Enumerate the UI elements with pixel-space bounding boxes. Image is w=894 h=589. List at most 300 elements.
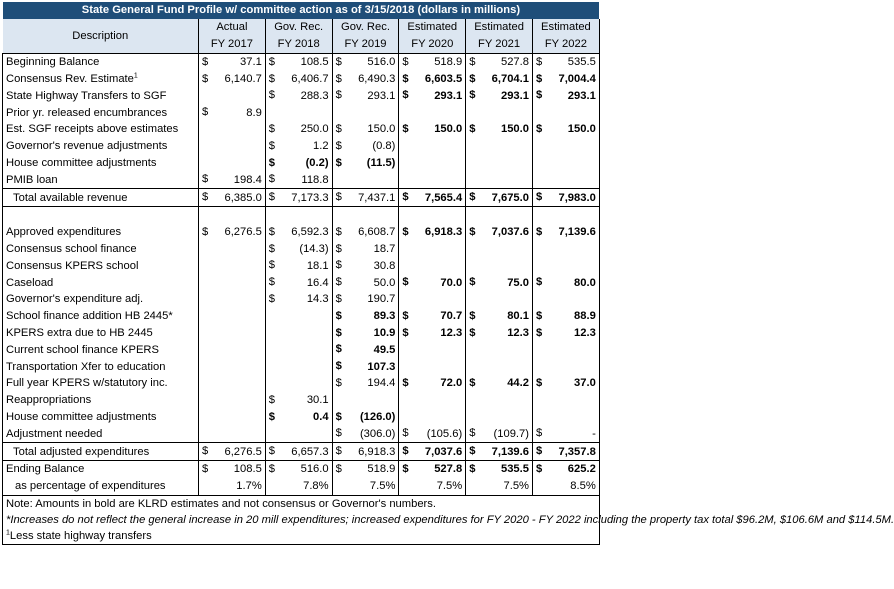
currency-symbol: $ <box>268 55 276 68</box>
cell-value: 37.1 <box>240 56 262 69</box>
cell-value: 535.5 <box>500 463 529 476</box>
table-row <box>3 104 600 121</box>
currency-symbol: $ <box>202 55 209 68</box>
cell-value: 118.8 <box>301 173 329 186</box>
row-label-text: Consensus KPERS school <box>6 259 139 272</box>
cell-value: 6,406.7 <box>291 72 329 85</box>
row-label <box>3 171 199 188</box>
table-cell <box>399 71 466 88</box>
table-cell <box>332 224 399 241</box>
cell-value: 150.0 <box>500 123 529 136</box>
table-cell <box>265 425 332 442</box>
table-cell <box>399 224 466 241</box>
currency-symbol: $ <box>469 462 476 475</box>
table-cell <box>265 104 332 121</box>
row-label-text: Approved expenditures <box>6 226 122 239</box>
currency-symbol: $ <box>535 376 543 389</box>
row-label-text: Prior yr. released encumbrances <box>6 106 168 119</box>
table-cell <box>399 274 466 291</box>
table-row <box>3 341 600 358</box>
cell-value: 288.3 <box>300 89 329 102</box>
currency-symbol: $ <box>335 445 342 458</box>
cell-value: 88.9 <box>574 310 596 323</box>
table-cell <box>399 104 466 121</box>
table-cell <box>399 425 466 442</box>
table-cell <box>265 53 332 70</box>
cell-value: (109.7) <box>493 427 529 440</box>
cell-value: 75.0 <box>507 276 529 289</box>
cell-value: 6,140.7 <box>224 72 262 85</box>
currency-symbol: $ <box>268 462 276 475</box>
currency-symbol: $ <box>469 225 476 238</box>
table-cell <box>532 155 599 172</box>
table-cell <box>466 358 533 375</box>
table-row <box>3 171 600 188</box>
cell-value: (306.0) <box>359 427 396 440</box>
table-cell <box>332 53 399 70</box>
row-label <box>3 138 199 155</box>
table-row <box>3 138 600 155</box>
table-cell <box>399 241 466 258</box>
row-label-text: Total adjusted expenditures <box>13 445 150 458</box>
row-label-text: Governor's revenue adjustments <box>6 140 168 153</box>
cell-value: 6,704.1 <box>491 72 529 85</box>
cell-value: 44.2 <box>507 377 529 390</box>
table-cell <box>332 189 399 207</box>
currency-symbol: $ <box>469 55 476 68</box>
table-row <box>3 425 600 442</box>
cell-value: 6,592.3 <box>291 226 329 239</box>
table-cell <box>199 71 266 88</box>
cell-value: 1.7% <box>236 480 262 493</box>
table-cell <box>532 241 599 258</box>
row-label <box>3 409 199 426</box>
table-cell <box>399 53 466 70</box>
table-cell <box>265 291 332 308</box>
table-row <box>3 308 600 325</box>
table-cell <box>399 121 466 138</box>
table-cell <box>532 291 599 308</box>
currency-symbol: $ <box>469 122 476 135</box>
table-cell <box>332 206 399 223</box>
currency-symbol: $ <box>402 376 409 389</box>
table-cell <box>532 224 599 241</box>
cell-value: 6,276.5 <box>224 445 262 458</box>
currency-symbol: $ <box>268 225 276 238</box>
table-cell <box>199 121 266 138</box>
table-cell <box>265 478 332 495</box>
currency-symbol: $ <box>268 139 276 152</box>
table-cell <box>265 121 332 138</box>
table-cell <box>199 291 266 308</box>
cell-value: (11.5) <box>366 156 396 169</box>
cell-value: 194.4 <box>367 377 396 390</box>
table-row <box>3 189 600 207</box>
row-label <box>3 206 199 223</box>
table-row <box>3 291 600 308</box>
cell-value: 535.5 <box>567 56 596 69</box>
cell-value: 80.1 <box>507 310 529 323</box>
table-cell <box>265 409 332 426</box>
cell-value: 7,173.3 <box>291 191 329 204</box>
table-cell <box>466 375 533 392</box>
table-cell <box>466 274 533 291</box>
cell-value: 1.2 <box>313 140 329 153</box>
table-row <box>3 224 600 241</box>
table-row <box>3 71 600 88</box>
table-cell <box>199 241 266 258</box>
notes-row <box>3 495 600 544</box>
table-cell <box>265 325 332 342</box>
currency-symbol: $ <box>469 89 476 102</box>
row-label <box>3 53 199 70</box>
currency-symbol: $ <box>535 191 543 204</box>
table-cell <box>265 155 332 172</box>
currency-symbol: $ <box>268 410 276 423</box>
row-label-text: Consensus school finance <box>6 242 137 255</box>
table-cell <box>399 87 466 104</box>
row-label <box>3 257 199 274</box>
currency-symbol: $ <box>402 276 409 289</box>
currency-symbol: $ <box>402 225 409 238</box>
currency-symbol: $ <box>402 462 409 475</box>
cell-value: 14.3 <box>306 293 329 306</box>
table-cell <box>399 155 466 172</box>
currency-symbol: $ <box>535 309 543 322</box>
currency-symbol: $ <box>202 225 209 238</box>
row-label <box>3 308 199 325</box>
cell-value: 0.4 <box>313 410 329 423</box>
currency-symbol: $ <box>202 445 209 458</box>
currency-symbol: $ <box>202 72 209 85</box>
currency-symbol: $ <box>469 445 476 458</box>
row-label-text: Beginning Balance <box>6 56 100 69</box>
currency-symbol: $ <box>402 72 409 85</box>
cell-value: 7,675.0 <box>491 191 529 204</box>
table-cell <box>532 308 599 325</box>
currency-symbol: $ <box>335 122 342 135</box>
table-row <box>3 155 600 172</box>
cell-value: 7.8% <box>303 480 329 493</box>
row-label-text: School finance addition HB 2445* <box>6 310 173 323</box>
table-cell <box>466 478 533 495</box>
row-label-text: Est. SGF receipts above estimates <box>6 123 179 136</box>
table-cell <box>466 409 533 426</box>
table-cell <box>332 409 399 426</box>
cell-value: 7,139.6 <box>491 445 529 458</box>
currency-symbol: $ <box>335 376 342 389</box>
table-row <box>3 87 600 104</box>
cell-value: 7,983.0 <box>558 191 596 204</box>
table-cell <box>199 224 266 241</box>
table-cell <box>399 206 466 223</box>
currency-symbol: $ <box>335 139 342 152</box>
table-cell <box>532 478 599 495</box>
table-cell <box>532 171 599 188</box>
table-row <box>3 392 600 409</box>
cell-value: 108.5 <box>300 56 329 69</box>
table-cell <box>332 478 399 495</box>
column-header-fy2020-top: Estimated <box>399 19 466 36</box>
table-cell <box>265 241 332 258</box>
table-cell <box>399 171 466 188</box>
table-cell <box>265 71 332 88</box>
cell-value: 7,565.4 <box>424 191 463 204</box>
table-cell <box>532 189 599 207</box>
table-cell <box>466 171 533 188</box>
table-row <box>3 121 600 138</box>
currency-symbol: $ <box>268 393 276 406</box>
table-cell <box>332 257 399 274</box>
currency-symbol: $ <box>202 191 209 204</box>
table-cell <box>265 138 332 155</box>
table-cell <box>199 460 266 477</box>
table-cell <box>532 121 599 138</box>
table-cell <box>532 325 599 342</box>
currency-symbol: $ <box>469 326 476 339</box>
row-label-text: as percentage of expenditures <box>15 480 166 493</box>
row-label-text: House committee adjustments <box>6 410 157 423</box>
cell-value: 12.3 <box>440 326 463 339</box>
row-label-text: Full year KPERS w/statutory inc. <box>6 377 168 390</box>
cell-value: 108.5 <box>233 463 262 476</box>
table-cell <box>199 308 266 325</box>
table-cell <box>466 460 533 477</box>
table-cell <box>199 206 266 223</box>
cell-value: 30.1 <box>306 394 329 407</box>
table-cell <box>265 392 332 409</box>
table-cell <box>532 274 599 291</box>
table-row <box>3 241 600 258</box>
table-cell <box>532 460 599 477</box>
cell-value: 6,603.5 <box>424 72 463 85</box>
currency-symbol: $ <box>202 462 209 475</box>
row-label <box>3 189 199 207</box>
currency-symbol: $ <box>535 462 543 475</box>
currency-symbol: $ <box>469 376 476 389</box>
table-cell <box>466 325 533 342</box>
table-cell <box>532 358 599 375</box>
cell-value: 516.0 <box>367 56 396 69</box>
table-cell <box>332 443 399 461</box>
table-cell <box>399 341 466 358</box>
table-cell <box>332 121 399 138</box>
table-cell <box>466 425 533 442</box>
currency-symbol: $ <box>335 276 342 289</box>
currency-symbol: $ <box>402 122 409 135</box>
currency-symbol: $ <box>402 309 409 322</box>
table-cell <box>466 392 533 409</box>
table-cell <box>199 104 266 121</box>
table-cell <box>265 257 332 274</box>
table-cell <box>466 53 533 70</box>
row-label <box>3 291 199 308</box>
currency-symbol: $ <box>335 343 342 356</box>
table-row <box>3 460 600 477</box>
cell-value: 150.0 <box>367 123 396 136</box>
currency-symbol: $ <box>335 89 342 102</box>
table-cell <box>532 257 599 274</box>
table-cell <box>199 189 266 207</box>
cell-value: 8.5% <box>570 480 596 493</box>
table-cell <box>265 189 332 207</box>
row-label <box>3 375 199 392</box>
currency-symbol: $ <box>402 326 409 339</box>
currency-symbol: $ <box>469 309 476 322</box>
cell-value: (14.3) <box>299 242 329 255</box>
table-cell <box>265 87 332 104</box>
cell-value: 6,608.7 <box>358 226 396 239</box>
table-row <box>3 257 600 274</box>
table-cell <box>466 155 533 172</box>
cell-value: (0.2) <box>305 156 329 169</box>
table-cell <box>466 121 533 138</box>
table-cell <box>332 291 399 308</box>
table-row <box>3 375 600 392</box>
cell-value: 7.5% <box>369 480 396 493</box>
table-cell <box>265 206 332 223</box>
header-row <box>3 19 600 36</box>
table-cell <box>199 341 266 358</box>
table-cell <box>265 341 332 358</box>
table-cell <box>332 87 399 104</box>
row-label-text: Ending Balance <box>6 463 85 476</box>
table-cell <box>532 425 599 442</box>
cell-value: 527.8 <box>434 463 463 476</box>
table-cell <box>399 138 466 155</box>
table-cell <box>466 206 533 223</box>
cell-value: 6,918.3 <box>358 445 396 458</box>
cell-value: 293.1 <box>367 89 396 102</box>
table-cell <box>199 87 266 104</box>
currency-symbol: $ <box>535 122 543 135</box>
cell-value: 50.0 <box>373 276 396 289</box>
cell-value: (105.6) <box>426 427 463 440</box>
cell-value: 150.0 <box>434 123 463 136</box>
currency-symbol: $ <box>535 55 543 68</box>
table-cell <box>199 155 266 172</box>
table-cell <box>399 409 466 426</box>
row-label <box>3 224 199 241</box>
row-label-text: Total available revenue <box>13 191 128 204</box>
table-cell <box>332 171 399 188</box>
table-cell <box>399 308 466 325</box>
row-label-text: Current school finance KPERS <box>6 343 159 356</box>
cell-value: - <box>592 427 596 440</box>
row-label <box>3 392 199 409</box>
table-row <box>3 53 600 70</box>
table-cell <box>332 358 399 375</box>
table-cell <box>199 171 266 188</box>
row-label <box>3 425 199 442</box>
table-cell <box>332 71 399 88</box>
row-label <box>3 71 199 88</box>
table-title: State General Fund Profile w/ committee action as of 3/15/2018 (dollars in millions) <box>3 2 600 19</box>
table-cell <box>332 104 399 121</box>
cell-value: 625.2 <box>567 463 596 476</box>
cell-value: 18.7 <box>373 242 396 255</box>
table-cell <box>466 224 533 241</box>
table-cell <box>399 460 466 477</box>
table-cell <box>466 87 533 104</box>
table-cell <box>399 478 466 495</box>
currency-symbol: $ <box>335 242 342 255</box>
column-header-fy2019-top: Gov. Rec. <box>332 19 399 36</box>
cell-value: 7,004.4 <box>558 72 596 85</box>
row-label-text: Transportation Xfer to education <box>6 360 166 373</box>
note-footnote <box>6 528 596 544</box>
row-label-text: House committee adjustments <box>6 156 157 169</box>
sgf-profile-table <box>2 2 894 545</box>
row-label-text: Reappropriations <box>6 394 92 407</box>
cell-value: 6,657.3 <box>291 445 329 458</box>
cell-value: 7,037.6 <box>491 226 529 239</box>
cell-value: 293.1 <box>434 89 463 102</box>
currency-symbol: $ <box>535 326 543 339</box>
row-label <box>3 104 199 121</box>
row-label <box>3 121 199 138</box>
cell-value: 70.7 <box>440 310 463 323</box>
note-highway-transfers: Less state highway transfers <box>9 529 152 542</box>
column-header-fy2017: FY 2017 <box>199 36 266 54</box>
currency-symbol: $ <box>335 259 342 272</box>
table-cell <box>532 392 599 409</box>
row-label-text: Consensus Rev. Estimate <box>6 72 134 85</box>
column-header-fy2020: FY 2020 <box>399 36 466 54</box>
table-cell <box>466 443 533 461</box>
table-cell <box>532 206 599 223</box>
table-cell <box>466 308 533 325</box>
currency-symbol: $ <box>402 55 409 68</box>
cell-value: 37.0 <box>574 377 596 390</box>
title-row <box>3 2 600 19</box>
table-cell <box>332 392 399 409</box>
row-label-text: KPERS extra due to HB 2445 <box>6 326 153 339</box>
currency-symbol: $ <box>402 427 409 440</box>
row-label-text: PMIB loan <box>6 173 58 186</box>
cell-value: 89.3 <box>373 310 396 323</box>
currency-symbol: $ <box>268 191 276 204</box>
row-label <box>3 478 199 495</box>
table-cell <box>399 291 466 308</box>
currency-symbol: $ <box>535 72 543 85</box>
cell-value: 150.0 <box>567 123 596 136</box>
currency-symbol: $ <box>469 276 476 289</box>
table-cell <box>532 341 599 358</box>
cell-value: 516.0 <box>300 463 329 476</box>
cell-value: 7.5% <box>436 480 463 493</box>
currency-symbol: $ <box>335 156 342 169</box>
column-header-fy2018: FY 2018 <box>265 36 332 54</box>
currency-symbol: $ <box>402 89 409 102</box>
currency-symbol: $ <box>469 427 476 440</box>
currency-symbol: $ <box>335 427 342 440</box>
currency-symbol: $ <box>335 191 342 204</box>
table-cell <box>532 138 599 155</box>
currency-symbol: $ <box>469 191 476 204</box>
cell-value: 72.0 <box>440 377 463 390</box>
table-cell <box>332 325 399 342</box>
currency-symbol: $ <box>335 309 342 322</box>
table-cell <box>466 291 533 308</box>
cell-value: 10.9 <box>373 326 396 339</box>
cell-value: 107.3 <box>367 360 396 373</box>
currency-symbol: $ <box>335 72 342 85</box>
table-cell <box>532 71 599 88</box>
cell-value: 6,276.5 <box>224 226 262 239</box>
table-cell <box>532 104 599 121</box>
row-label <box>3 460 199 477</box>
